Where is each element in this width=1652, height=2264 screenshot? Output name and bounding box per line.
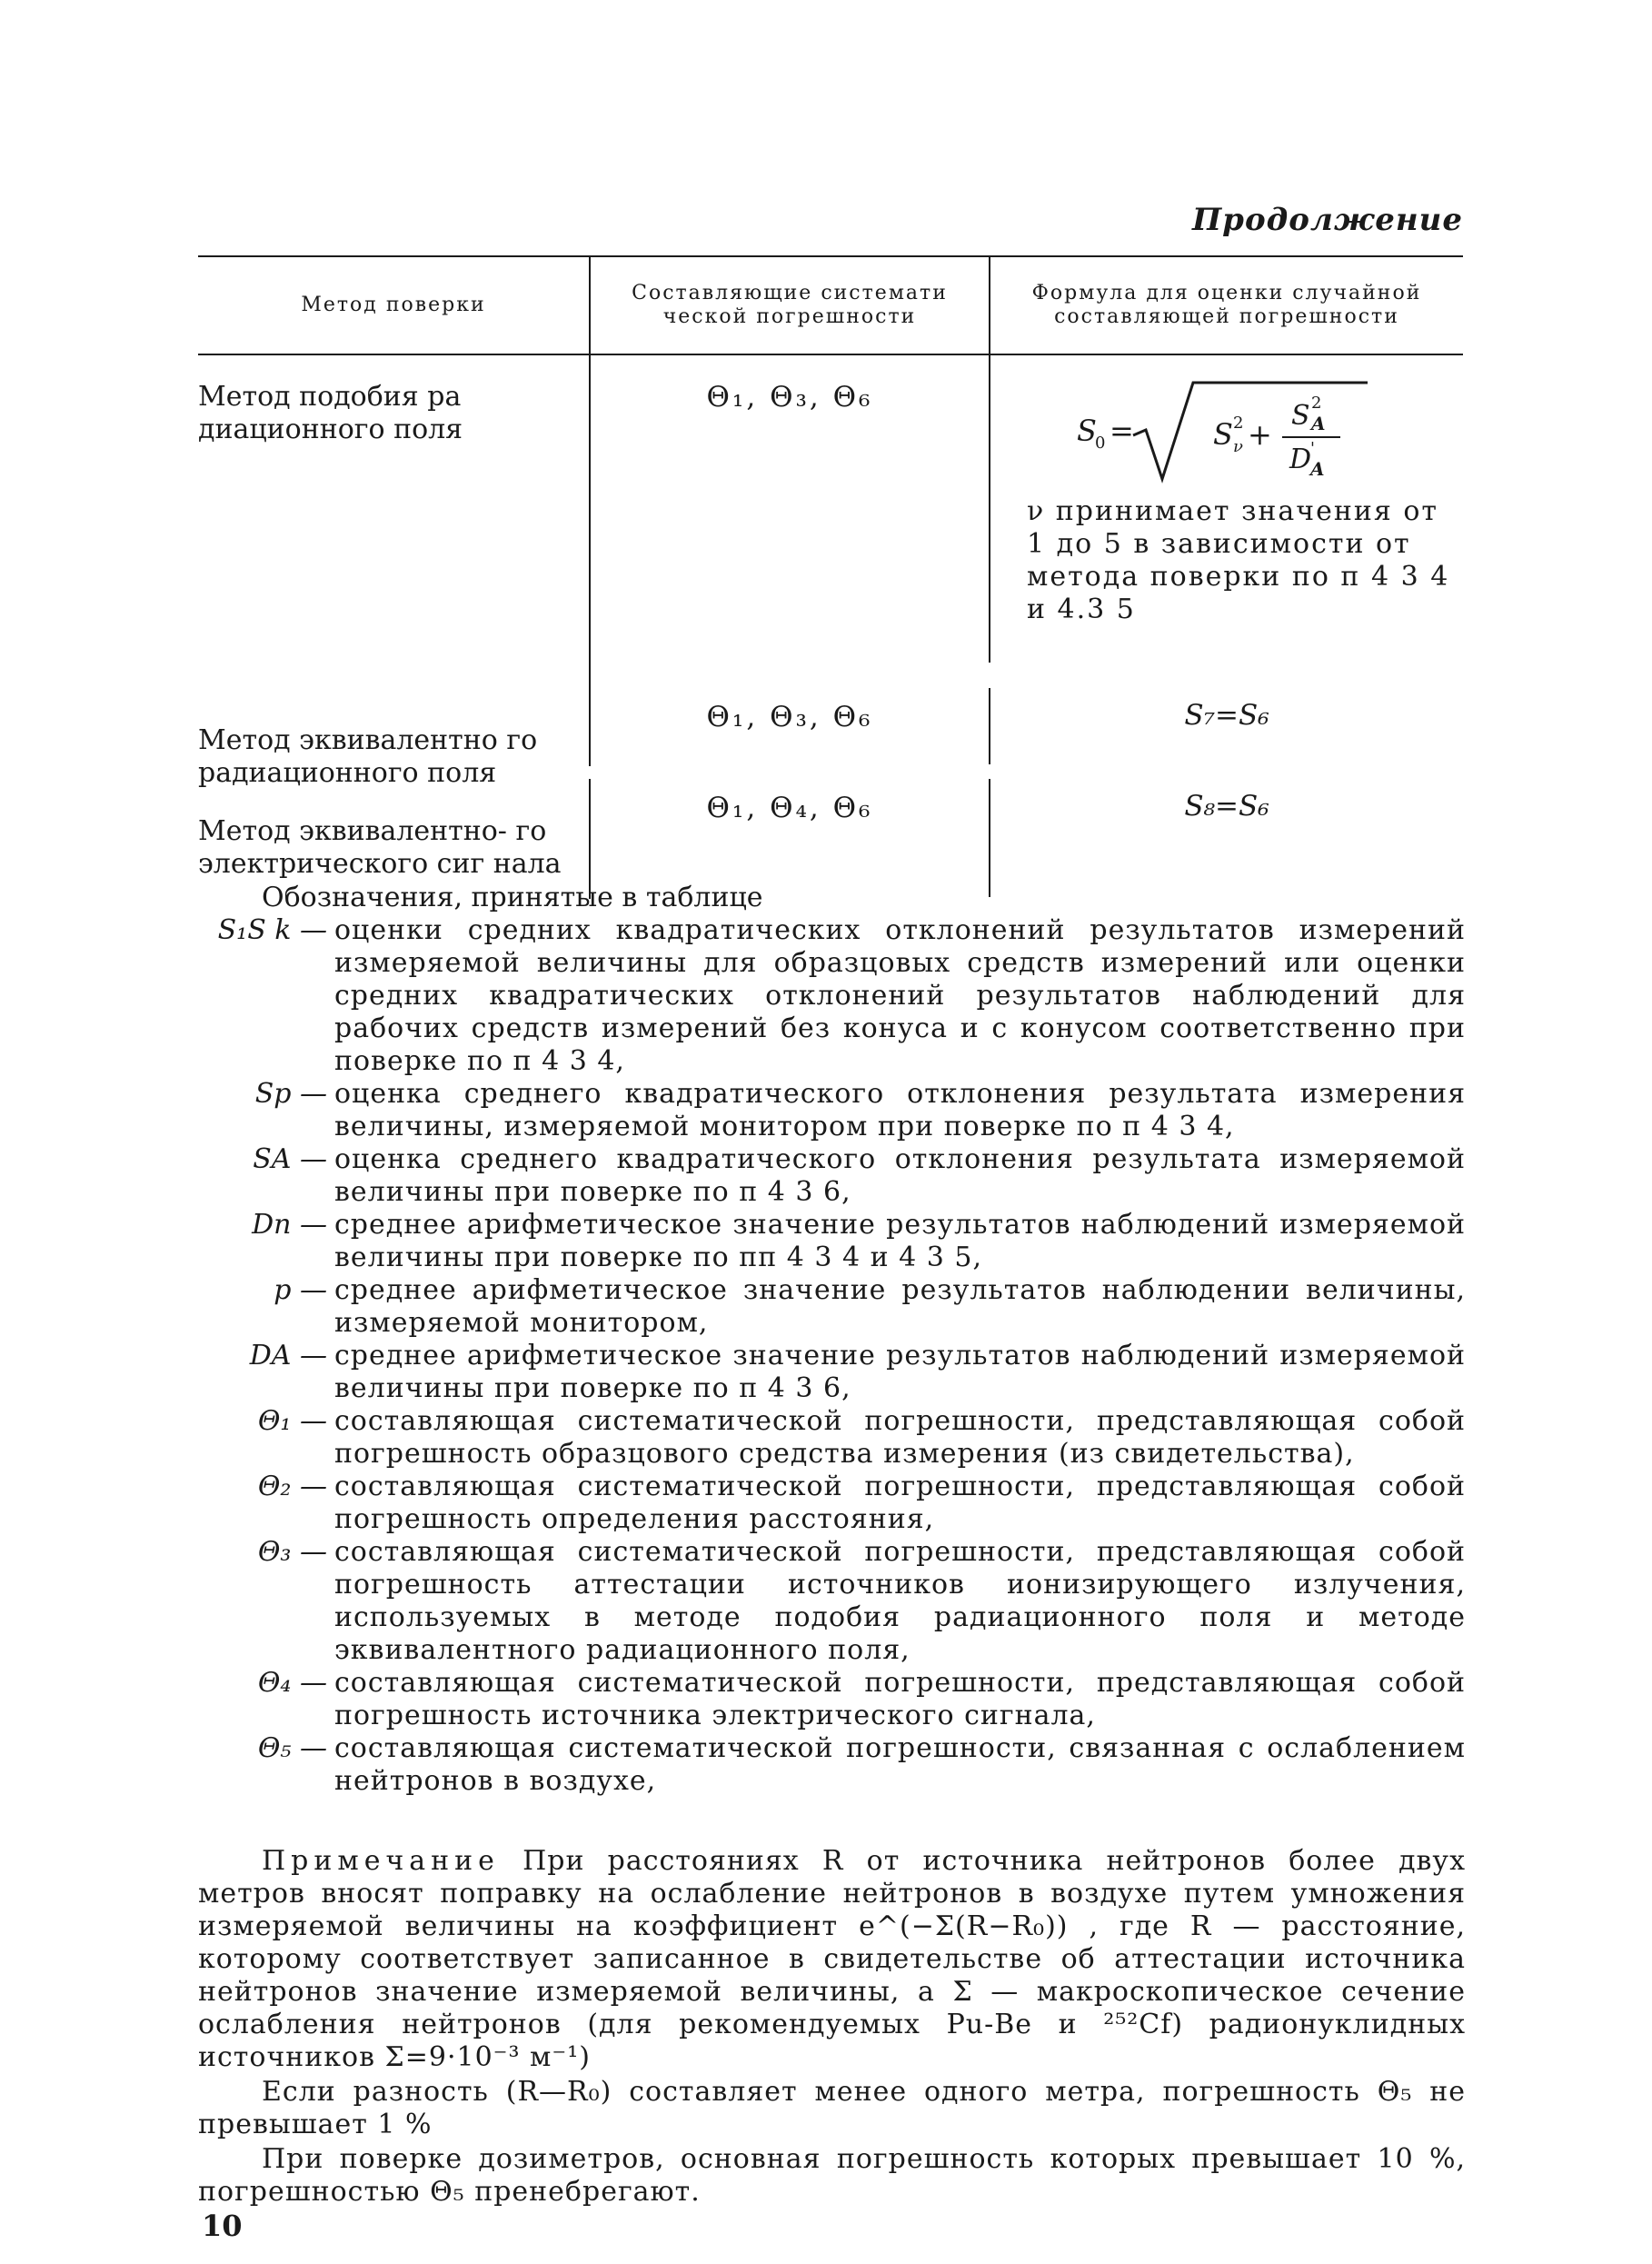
legend-symbol: Θ₅ — bbox=[257, 1732, 327, 1764]
legend-item bbox=[198, 1078, 1466, 1143]
note-paragraph: Если разность (R—R₀) составляет менее одного метра, погрешность Θ₅ не превышает 1 % bbox=[198, 2076, 1466, 2140]
legend-item bbox=[198, 1667, 1466, 1732]
legend-symbol: DA — bbox=[249, 1340, 327, 1371]
svg-text:ν: ν bbox=[1233, 437, 1243, 456]
note-text: При расстояниях R от источника нейтронов более двух метров вносят поправку на ослабление нейтронов в воздухе путем умножения измеряемой величины на коэффициент e^(−Σ(R−R₀)) , где R — расстояние, которому соответствует записанное в свидетельстве об аттестации источника нейтронов значение измеряемой величины, а Σ — макроскопическое сечение ослабления нейтронов (для рекомендуемых Pu-Be и ²⁵²Cf) радионуклидных источников Σ=9·10⁻³ м⁻¹) bbox=[198, 1845, 1467, 2073]
legend-symbol: Θ₂ — bbox=[257, 1471, 327, 1502]
svg-text:': ' bbox=[1310, 439, 1315, 458]
legend-text: составляющая систематической погрешности, представляющая собой погрешность определения расстояния, bbox=[334, 1471, 1466, 1535]
note-label: Примечание bbox=[262, 1845, 500, 1877]
legend-symbol: SA — bbox=[253, 1143, 327, 1175]
components-cell: Θ₁, Θ₄, Θ₆ bbox=[589, 779, 989, 899]
header-method: Метод поверки bbox=[301, 294, 486, 316]
legend-item bbox=[198, 1536, 1466, 1667]
legend-item bbox=[198, 1340, 1466, 1405]
legend-item bbox=[198, 1471, 1466, 1536]
legend-text: оценка среднего квадратического отклонения результата измерения величины, измеряемой монитором при поверке по п 4 3 4, bbox=[334, 1078, 1466, 1142]
formula-graphic bbox=[1077, 377, 1377, 486]
header-components: Составляющие системати ческой погрешности bbox=[589, 257, 989, 354]
formula-note: ν принимает значения от 1 до 5 в зависимости от метода поверки по п 4 3 4 и 4.3 5 bbox=[1027, 495, 1450, 625]
legend-text: составляющая систематической погрешности, представляющая собой погрешность источника электрического сигнала, bbox=[334, 1667, 1466, 1731]
legend-text: составляющая систематической погрешности, представляющая собой погрешность образцового средства измерения (из свидетельства), bbox=[334, 1405, 1466, 1470]
svg-text:S: S bbox=[1291, 400, 1310, 432]
svg-text:0: 0 bbox=[1095, 434, 1106, 453]
legend-text: составляющая систематической погрешности, связанная с ослаблением нейтронов в воздухе, bbox=[334, 1732, 1466, 1797]
svg-text:+: + bbox=[1248, 417, 1272, 452]
legend-item bbox=[198, 1405, 1466, 1471]
legend-text: составляющая систематической погрешности, представляющая собой погрешность аттестации источников ионизирующего излучения, используемых в методе подобия радиационного поля и методе эквивалентного радиационного поля, bbox=[334, 1536, 1466, 1666]
continuation-label: Продолжение bbox=[1192, 202, 1463, 238]
note-paragraph bbox=[198, 1845, 1466, 2074]
legend-item bbox=[198, 1732, 1466, 1798]
components-cell: Θ₁, Θ₃, Θ₆ bbox=[589, 355, 989, 688]
formula-cell bbox=[989, 355, 1463, 663]
legend-symbol: Sp — bbox=[254, 1078, 327, 1110]
legend-item bbox=[198, 914, 1466, 1078]
formula-cell: S₈=S₆ bbox=[989, 779, 1463, 897]
legend-symbol: Θ₄ — bbox=[257, 1667, 327, 1699]
legend-item bbox=[198, 1209, 1466, 1274]
legend-symbol: p — bbox=[274, 1274, 327, 1306]
svg-text:S: S bbox=[1077, 414, 1097, 448]
svg-text:D: D bbox=[1289, 444, 1312, 475]
legend-item bbox=[198, 1274, 1466, 1340]
svg-text:A: A bbox=[1310, 458, 1325, 480]
verification-table bbox=[198, 255, 1463, 912]
legend-text: оценка среднего квадратического отклонения результата измеряемой величины при поверке по п 4 3 6, bbox=[334, 1143, 1466, 1208]
header-formula: Формула для оценки случайной составляющей погрешности bbox=[989, 257, 1463, 354]
legend-text: оценки средних квадратических отклонений результатов измерений измеряемой величины для образцовых средств измерений или оценки средних квадратических отклонений результатов наблюдений для рабочих средств измерений без конуса и с конусом соответственно при поверке по п 4 3 4, bbox=[334, 914, 1466, 1077]
formula-cell: S₇=S₆ bbox=[989, 688, 1463, 764]
page-number: 10 bbox=[202, 2209, 243, 2243]
svg-text:2: 2 bbox=[1311, 394, 1322, 413]
legend-symbol: S₁S k — bbox=[217, 914, 327, 946]
legend bbox=[198, 882, 1466, 1798]
legend-symbol: Θ₁ — bbox=[257, 1405, 327, 1437]
legend-symbol: Dn — bbox=[252, 1209, 327, 1241]
legend-text: среднее арифметическое значение результатов наблюдении величины, измеряемой монитором, bbox=[334, 1274, 1466, 1339]
method-cell: Метод подобия ра диационного поля bbox=[198, 381, 463, 445]
note-paragraph: При поверке дозиметров, основная погрешность которых превышает 10 %, погрешностью Θ₅ пренебрегают. bbox=[198, 2143, 1466, 2208]
table-header bbox=[198, 257, 1463, 354]
legend-title: Обозначения, принятые в таблице bbox=[262, 882, 763, 913]
components-cell: Θ₁, Θ₃, Θ₆ bbox=[589, 688, 989, 766]
svg-text:S: S bbox=[1213, 417, 1233, 452]
svg-text:2: 2 bbox=[1233, 414, 1244, 433]
svg-text:=: = bbox=[1110, 414, 1134, 448]
legend-item bbox=[198, 1143, 1466, 1209]
method-cell: Метод эквивалентно го радиационного поля bbox=[198, 724, 538, 789]
svg-text:A: A bbox=[1311, 413, 1326, 434]
sqrt-formula bbox=[990, 355, 1463, 495]
table-body bbox=[198, 355, 1463, 912]
legend-text: среднее арифметическое значение результатов наблюдений измеряемой величины при поверке по п 4 3 6, bbox=[334, 1340, 1466, 1404]
note-block bbox=[198, 1845, 1466, 2210]
legend-symbol: Θ₃ — bbox=[257, 1536, 327, 1568]
legend-text: среднее арифметическое значение результатов наблюдений измеряемой величины при поверке по пп 4 3 4 и 4 3 5, bbox=[334, 1209, 1466, 1273]
method-cell: Метод эквивалентно- го электрического сиг нала bbox=[198, 815, 562, 880]
